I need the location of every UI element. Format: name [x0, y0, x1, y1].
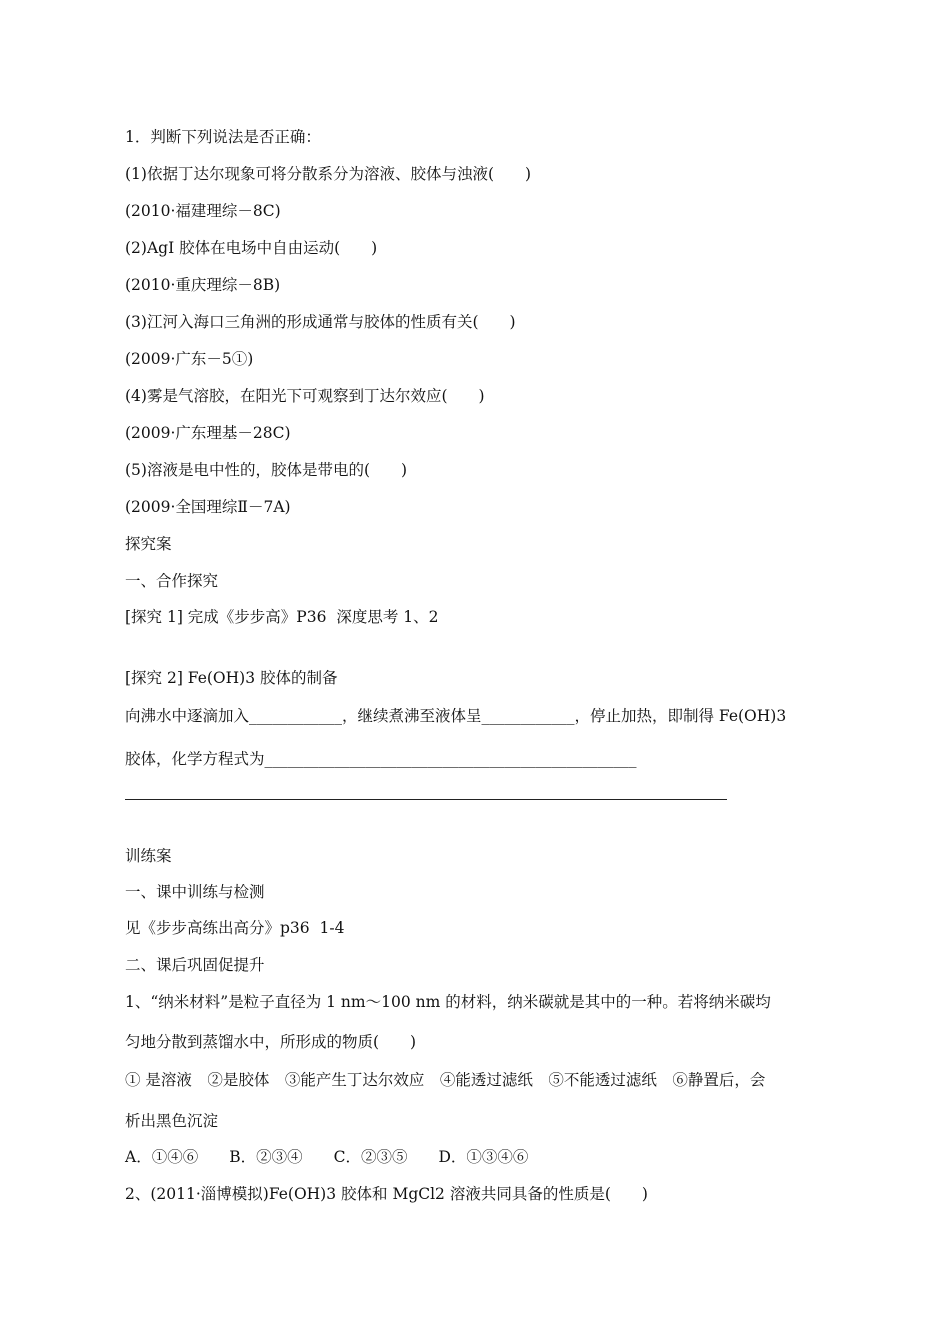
source-2: (2010·重庆理综－8B) [125, 276, 281, 294]
explore-1: [探究 1] 完成《步步高》P36 深度思考 1、2 [125, 608, 439, 626]
statement-4: (4)雾是气溶胶，在阳光下可观察到丁达尔效应( ) [125, 387, 485, 405]
explore-2-text-2: 胶体，化学方程式为________________________________________________ [125, 750, 637, 768]
question-1-options-list: ① 是溶液 ②是胶体 ③能产生丁达尔效应 ④能透过滤纸 ⑤不能透过滤纸 ⑥静置后，会 [125, 1071, 766, 1089]
statement-5: (5)溶液是电中性的，胶体是带电的( ) [125, 461, 408, 479]
question-1-choices: A．①④⑥ B．②③④ C．②③⑤ D．①③④⑥ [125, 1148, 529, 1166]
section-heading-training: 训练案 [125, 847, 172, 865]
explore-2-text-1: 向沸水中逐滴加入____________，继续煮沸至液体呈____________，停止加热，即制得 Fe(OH)3 [125, 707, 787, 725]
answer-blank-line [125, 799, 727, 800]
statement-1: (1)依据丁达尔现象可将分散系分为溶液、胶体与浊液( ) [125, 165, 532, 183]
source-3: (2009·广东－5①) [125, 350, 254, 368]
reference-text: 见《步步高练出高分》p36 1-4 [125, 919, 345, 937]
explore-2-title: [探究 2] Fe(OH)3 胶体的制备 [125, 669, 338, 687]
subsection-in-class: 一、课中训练与检测 [125, 883, 265, 901]
question-1-text-1: 1、“纳米材料”是粒子直径为 1 nm～100 nm 的材料，纳米碳就是其中的一种。若将纳米碳均 [125, 993, 771, 1011]
source-5: (2009·全国理综Ⅱ－7A) [125, 498, 291, 516]
question-1-heading: 1．判断下列说法是否正确： [125, 128, 321, 146]
section-heading-explore: 探究案 [125, 535, 172, 553]
statement-3: (3)江河入海口三角洲的形成通常与胶体的性质有关( ) [125, 313, 516, 331]
question-2-text: 2、(2011·淄博模拟)Fe(OH)3 胶体和 MgCl2 溶液共同具备的性质是( ) [125, 1185, 648, 1203]
source-4: (2009·广东理基－28C) [125, 424, 291, 442]
statement-2: (2)AgI 胶体在电场中自由运动( ) [125, 239, 378, 257]
question-1-text-2: 匀地分散到蒸馏水中，所形成的物质( ) [125, 1033, 417, 1051]
subsection-after-class: 二、课后巩固促提升 [125, 956, 265, 974]
question-1-options-list-cont: 析出黑色沉淀 [125, 1112, 219, 1130]
subsection-cooperative: 一、合作探究 [125, 572, 219, 590]
source-1: (2010·福建理综－8C) [125, 202, 281, 220]
